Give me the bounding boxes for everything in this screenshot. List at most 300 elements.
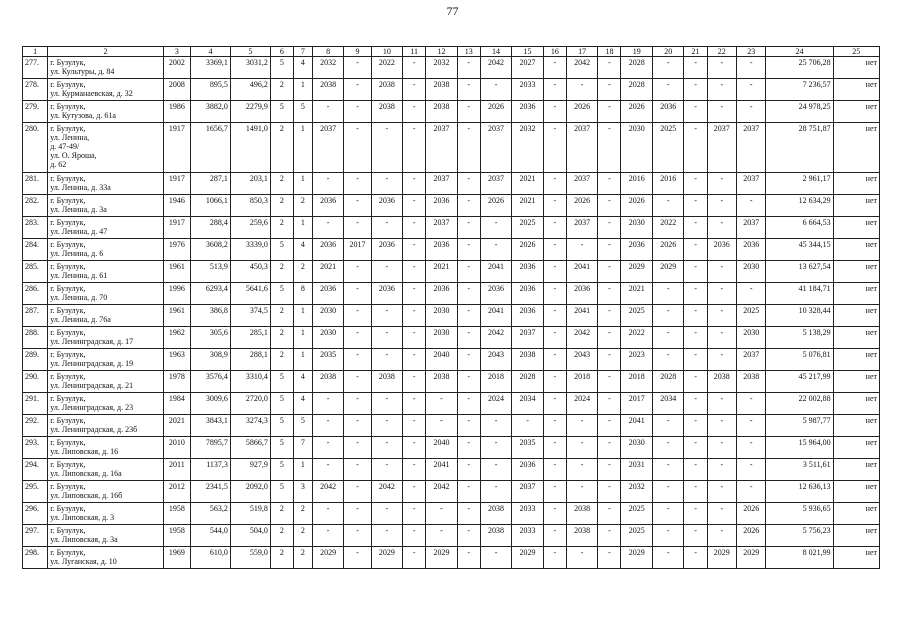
table-cell: 374,5: [230, 305, 270, 327]
table-cell: -: [403, 393, 426, 415]
table-cell: -: [598, 101, 621, 123]
table-cell: -: [543, 123, 566, 173]
table-cell: 2026: [652, 239, 684, 261]
table-cell: -: [652, 283, 684, 305]
table-cell: -: [371, 349, 403, 371]
table-cell: 2042: [480, 57, 512, 79]
table-cell: 2029: [512, 547, 544, 569]
table-cell: -: [652, 195, 684, 217]
table-cell: -: [598, 195, 621, 217]
table-cell: г. Бузулук, ул. Липовская, д. 3: [48, 503, 164, 525]
table-cell: 2042: [480, 327, 512, 349]
table-cell: -: [344, 547, 371, 569]
table-cell: 2041: [426, 459, 458, 481]
table-cell: -: [457, 437, 480, 459]
table-cell: -: [403, 173, 426, 195]
column-header: 15: [512, 47, 544, 57]
table-cell: 5 138,29: [766, 327, 833, 349]
table-cell: г. Бузулук, ул. Липовская, д. 3а: [48, 525, 164, 547]
table-cell: г. Бузулук, ул. Луганская, д. 10: [48, 547, 164, 569]
table-cell: 2036: [707, 239, 736, 261]
table-cell: -: [598, 393, 621, 415]
table-cell: -: [426, 415, 458, 437]
table-cell: -: [684, 459, 707, 481]
table-cell: -: [403, 305, 426, 327]
table-cell: 2030: [621, 437, 653, 459]
table-cell: 2031: [621, 459, 653, 481]
table-cell: 2041: [480, 305, 512, 327]
table-cell: -: [312, 459, 344, 481]
table-cell: -: [652, 349, 684, 371]
table-cell: 2036: [512, 459, 544, 481]
table-cell: -: [344, 261, 371, 283]
table-cell: 2025: [621, 503, 653, 525]
table-cell: -: [457, 101, 480, 123]
table-cell: -: [344, 101, 371, 123]
table-cell: 285,1: [230, 327, 270, 349]
table-row: [23, 459, 880, 481]
table-cell: -: [684, 57, 707, 79]
table-cell: нет: [833, 101, 879, 123]
table-cell: 2038: [312, 79, 344, 101]
table-cell: -: [457, 327, 480, 349]
table-cell: 2026: [736, 503, 765, 525]
table-cell: 2036: [312, 283, 344, 305]
table-cell: -: [736, 101, 765, 123]
table-cell: 6 664,53: [766, 217, 833, 239]
table-cell: 2038: [566, 525, 598, 547]
table-cell: 41 184,71: [766, 283, 833, 305]
table-cell: 2029: [621, 261, 653, 283]
table-cell: -: [403, 481, 426, 503]
table-cell: 2: [270, 79, 293, 101]
table-cell: -: [684, 437, 707, 459]
table-cell: нет: [833, 79, 879, 101]
column-header: 9: [344, 47, 371, 57]
register-table: [22, 46, 880, 569]
table-cell: 286.: [23, 283, 48, 305]
table-cell: -: [403, 547, 426, 569]
table-cell: 2: [270, 195, 293, 217]
table-cell: -: [566, 547, 598, 569]
table-cell: 1: [293, 459, 312, 481]
table-cell: 3882,0: [191, 101, 231, 123]
table-cell: 295.: [23, 481, 48, 503]
table-row: [23, 217, 880, 239]
table-cell: 2038: [512, 349, 544, 371]
table-cell: -: [403, 415, 426, 437]
table-row: [23, 371, 880, 393]
table-cell: -: [403, 57, 426, 79]
column-header: 14: [480, 47, 512, 57]
table-cell: 2017: [344, 239, 371, 261]
table-cell: 2036: [512, 101, 544, 123]
table-cell: г. Бузулук, ул. Липовская, д. 16б: [48, 481, 164, 503]
table-cell: 1976: [163, 239, 190, 261]
table-cell: -: [566, 239, 598, 261]
table-cell: 1917: [163, 123, 190, 173]
table-cell: -: [652, 437, 684, 459]
table-cell: 2021: [163, 415, 190, 437]
table-cell: г. Бузулук, ул. Липовская, д. 16: [48, 437, 164, 459]
table-cell: 5: [270, 283, 293, 305]
table-cell: -: [707, 79, 736, 101]
column-header: 10: [371, 47, 403, 57]
table-cell: 296.: [23, 503, 48, 525]
table-cell: 2029: [652, 261, 684, 283]
table-cell: -: [457, 195, 480, 217]
table-cell: 3369,1: [191, 57, 231, 79]
table-cell: -: [707, 503, 736, 525]
table-cell: -: [684, 327, 707, 349]
table-cell: 3: [293, 481, 312, 503]
table-cell: 2036: [426, 195, 458, 217]
table-cell: 3576,4: [191, 371, 231, 393]
table-cell: 2021: [426, 261, 458, 283]
table-cell: 294.: [23, 459, 48, 481]
table-cell: -: [543, 101, 566, 123]
table-cell: -: [371, 327, 403, 349]
table-cell: 10 328,44: [766, 305, 833, 327]
table-cell: 2032: [312, 57, 344, 79]
table-cell: -: [707, 481, 736, 503]
table-cell: 2030: [621, 217, 653, 239]
column-header: 22: [707, 47, 736, 57]
table-cell: 2: [293, 525, 312, 547]
table-cell: 1: [293, 79, 312, 101]
table-cell: -: [426, 525, 458, 547]
table-row: [23, 503, 880, 525]
table-cell: 5: [270, 459, 293, 481]
table-cell: 2720,0: [230, 393, 270, 415]
table-cell: 281.: [23, 173, 48, 195]
table-cell: 2: [270, 123, 293, 173]
table-cell: 2: [293, 261, 312, 283]
column-header: 3: [163, 47, 190, 57]
table-cell: 2021: [512, 173, 544, 195]
table-row: [23, 173, 880, 195]
table-cell: 2037: [707, 123, 736, 173]
table-cell: -: [371, 305, 403, 327]
table-cell: 2022: [371, 57, 403, 79]
table-cell: 3339,0: [230, 239, 270, 261]
table-cell: 2041: [566, 305, 598, 327]
table-cell: -: [371, 459, 403, 481]
table-cell: 2: [270, 525, 293, 547]
table-cell: 5: [270, 393, 293, 415]
table-cell: -: [543, 503, 566, 525]
table-cell: 13 627,54: [766, 261, 833, 283]
table-cell: 2038: [426, 79, 458, 101]
table-cell: -: [684, 349, 707, 371]
table-cell: -: [543, 547, 566, 569]
table-cell: -: [543, 79, 566, 101]
table-cell: 5: [293, 101, 312, 123]
table-cell: 3009,6: [191, 393, 231, 415]
table-cell: -: [707, 415, 736, 437]
table-cell: 308,9: [191, 349, 231, 371]
table-cell: -: [543, 261, 566, 283]
table-cell: -: [457, 283, 480, 305]
table-cell: 7 236,57: [766, 79, 833, 101]
table-cell: 2030: [426, 327, 458, 349]
table-cell: 24 978,25: [766, 101, 833, 123]
table-cell: 2040: [426, 437, 458, 459]
table-cell: 293.: [23, 437, 48, 459]
table-cell: -: [652, 503, 684, 525]
table-cell: г. Бузулук, ул. Ленина, д. 33а: [48, 173, 164, 195]
table-cell: 1917: [163, 173, 190, 195]
table-cell: -: [543, 371, 566, 393]
table-cell: 2: [270, 261, 293, 283]
table-cell: 2036: [512, 283, 544, 305]
table-cell: 203,1: [230, 173, 270, 195]
table-cell: -: [344, 217, 371, 239]
table-cell: 6293,4: [191, 283, 231, 305]
table-cell: -: [736, 57, 765, 79]
table-cell: -: [312, 415, 344, 437]
table-cell: -: [736, 283, 765, 305]
table-cell: 2008: [163, 79, 190, 101]
table-cell: 2018: [621, 371, 653, 393]
table-cell: 2037: [566, 123, 598, 173]
table-cell: 2038: [426, 101, 458, 123]
table-cell: 1969: [163, 547, 190, 569]
column-header: 13: [457, 47, 480, 57]
table-cell: -: [598, 525, 621, 547]
table-cell: 2033: [512, 79, 544, 101]
table-cell: -: [312, 525, 344, 547]
table-cell: -: [598, 283, 621, 305]
table-cell: 2036: [480, 283, 512, 305]
table-cell: -: [652, 459, 684, 481]
table-cell: 2022: [652, 217, 684, 239]
table-cell: 2029: [707, 547, 736, 569]
table-cell: -: [371, 437, 403, 459]
table-cell: 2002: [163, 57, 190, 79]
table-cell: 2041: [480, 261, 512, 283]
table-cell: -: [403, 123, 426, 173]
table-cell: 277.: [23, 57, 48, 79]
table-cell: г. Бузулук, ул. Ленинградская, д. 21: [48, 371, 164, 393]
table-cell: -: [652, 481, 684, 503]
table-cell: -: [598, 349, 621, 371]
column-header: 16: [543, 47, 566, 57]
table-cell: нет: [833, 459, 879, 481]
table-cell: 1984: [163, 393, 190, 415]
table-cell: 2: [270, 305, 293, 327]
table-cell: 288,4: [191, 217, 231, 239]
table-cell: -: [707, 349, 736, 371]
table-cell: 2029: [426, 547, 458, 569]
table-cell: -: [403, 525, 426, 547]
table-cell: 2036: [312, 239, 344, 261]
table-cell: 289.: [23, 349, 48, 371]
table-cell: 2018: [480, 371, 512, 393]
table-cell: 2027: [512, 57, 544, 79]
table-cell: 2038: [312, 371, 344, 393]
table-cell: 927,9: [230, 459, 270, 481]
table-cell: 2036: [426, 239, 458, 261]
table-cell: -: [403, 283, 426, 305]
table-cell: -: [684, 525, 707, 547]
table-cell: нет: [833, 173, 879, 195]
table-cell: 291.: [23, 393, 48, 415]
table-row: [23, 547, 880, 569]
table-cell: г. Бузулук, ул. Курманаевская, д. 32: [48, 79, 164, 101]
table-cell: -: [684, 123, 707, 173]
table-cell: -: [736, 415, 765, 437]
table-cell: 287.: [23, 305, 48, 327]
table-cell: 2042: [566, 327, 598, 349]
table-cell: 2037: [426, 217, 458, 239]
table-cell: -: [684, 371, 707, 393]
table-cell: -: [457, 525, 480, 547]
table-cell: г. Бузулук, ул. Ленина, д. 76а: [48, 305, 164, 327]
table-cell: г. Бузулук, ул. Ленина, д. 61: [48, 261, 164, 283]
table-cell: 563,2: [191, 503, 231, 525]
table-cell: -: [598, 261, 621, 283]
table-cell: 2021: [621, 283, 653, 305]
table-cell: нет: [833, 305, 879, 327]
table-cell: -: [457, 459, 480, 481]
table-cell: -: [344, 349, 371, 371]
table-cell: -: [598, 415, 621, 437]
table-cell: г. Бузулук, ул. Ленинградская, д. 23: [48, 393, 164, 415]
table-cell: -: [598, 57, 621, 79]
table-cell: 2028: [652, 371, 684, 393]
table-cell: -: [480, 437, 512, 459]
table-cell: 5: [270, 57, 293, 79]
table-cell: -: [543, 195, 566, 217]
table-cell: -: [707, 57, 736, 79]
table-cell: -: [312, 101, 344, 123]
table-cell: 2038: [480, 525, 512, 547]
table-cell: 2033: [512, 503, 544, 525]
table-cell: -: [598, 503, 621, 525]
table-cell: 2025: [512, 217, 544, 239]
table-cell: 2036: [652, 101, 684, 123]
table-cell: 2038: [480, 503, 512, 525]
table-cell: -: [457, 371, 480, 393]
table-cell: 5641,6: [230, 283, 270, 305]
table-cell: -: [652, 525, 684, 547]
table-cell: -: [457, 547, 480, 569]
table-cell: -: [344, 437, 371, 459]
table-cell: 5: [270, 415, 293, 437]
table-cell: -: [312, 503, 344, 525]
table-cell: 2016: [652, 173, 684, 195]
header-row: [23, 47, 880, 57]
table-cell: 8 021,99: [766, 547, 833, 569]
table-cell: -: [344, 415, 371, 437]
table-cell: -: [371, 415, 403, 437]
table-cell: -: [403, 327, 426, 349]
column-header: 2: [48, 47, 164, 57]
table-cell: -: [344, 195, 371, 217]
table-cell: 850,3: [230, 195, 270, 217]
table-cell: -: [457, 239, 480, 261]
column-header: 23: [736, 47, 765, 57]
table-cell: 1137,3: [191, 459, 231, 481]
table-row: [23, 101, 880, 123]
table-cell: -: [344, 393, 371, 415]
table-cell: 513,9: [191, 261, 231, 283]
table-cell: 5 076,81: [766, 349, 833, 371]
table-cell: -: [566, 481, 598, 503]
table-cell: -: [543, 437, 566, 459]
table-cell: -: [707, 261, 736, 283]
table-cell: -: [480, 79, 512, 101]
table-row: [23, 393, 880, 415]
table-row: [23, 261, 880, 283]
table-cell: 1961: [163, 261, 190, 283]
table-cell: 2041: [566, 261, 598, 283]
table-cell: 2012: [163, 481, 190, 503]
table-cell: 2017: [621, 393, 653, 415]
table-row: [23, 415, 880, 437]
table-cell: г. Бузулук, ул. Ленина, д. 70: [48, 283, 164, 305]
table-row: [23, 305, 880, 327]
table-cell: 2036: [512, 261, 544, 283]
table-cell: 2: [293, 503, 312, 525]
table-cell: -: [344, 327, 371, 349]
table-cell: 2: [293, 195, 312, 217]
table-cell: -: [598, 123, 621, 173]
table-cell: 5 756,23: [766, 525, 833, 547]
table-cell: -: [598, 79, 621, 101]
table-cell: -: [543, 217, 566, 239]
table-cell: 2032: [512, 123, 544, 173]
table-cell: -: [403, 349, 426, 371]
table-cell: -: [371, 123, 403, 173]
table-cell: 2038: [426, 371, 458, 393]
table-cell: 2036: [512, 305, 544, 327]
table-cell: 2037: [312, 123, 344, 173]
table-cell: -: [480, 217, 512, 239]
table-cell: -: [480, 239, 512, 261]
table-cell: 1963: [163, 349, 190, 371]
table-cell: -: [598, 217, 621, 239]
table-cell: 2040: [426, 349, 458, 371]
column-header: 1: [23, 47, 48, 57]
table-cell: 278.: [23, 79, 48, 101]
table-cell: 2038: [736, 371, 765, 393]
table-cell: 1656,7: [191, 123, 231, 173]
table-cell: 2026: [736, 525, 765, 547]
table-cell: -: [707, 101, 736, 123]
table-cell: 2038: [371, 79, 403, 101]
table-row: [23, 123, 880, 173]
table-cell: 2026: [566, 195, 598, 217]
table-cell: -: [707, 217, 736, 239]
table-cell: 2024: [480, 393, 512, 415]
table-cell: нет: [833, 195, 879, 217]
table-cell: 2041: [621, 415, 653, 437]
table-cell: -: [457, 217, 480, 239]
column-header: 6: [270, 47, 293, 57]
table-cell: -: [736, 393, 765, 415]
table-cell: -: [566, 415, 598, 437]
table-cell: 610,0: [191, 547, 231, 569]
table-cell: -: [457, 503, 480, 525]
table-cell: -: [652, 305, 684, 327]
table-cell: 2025: [621, 305, 653, 327]
table-cell: нет: [833, 261, 879, 283]
table-cell: -: [403, 217, 426, 239]
column-header: 5: [230, 47, 270, 57]
table-cell: -: [598, 327, 621, 349]
